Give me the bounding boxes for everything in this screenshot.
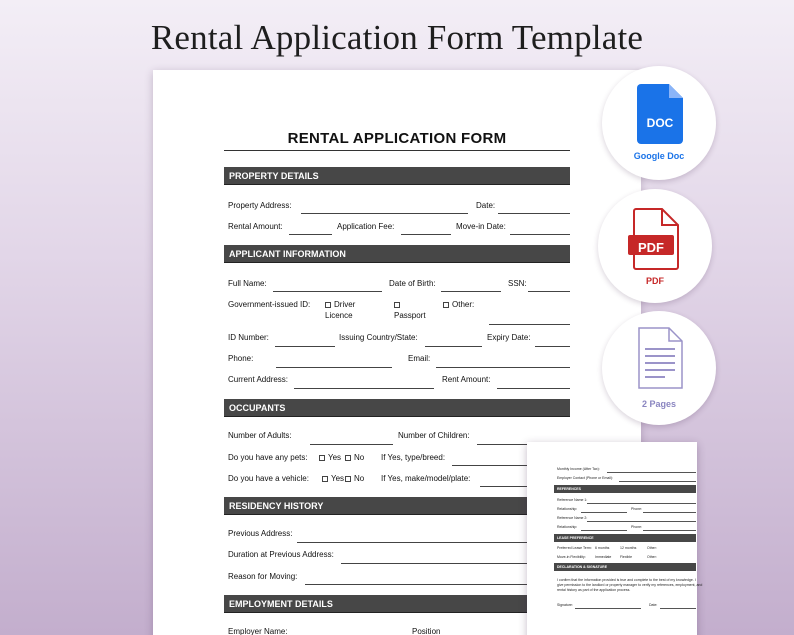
thumb-label-signature: Signature: (557, 603, 573, 607)
thumb-section-declaration: DECLARATION & SIGNATURE (554, 563, 696, 571)
label-expiry-date: Expiry Date: (487, 333, 531, 342)
thumb-line (660, 608, 696, 609)
option-other[interactable]: Other: (443, 300, 474, 309)
thumb-decl-text-2: give permission to the landlord or property manager to verify my references, employment, and (557, 583, 703, 587)
label-previous-address: Previous Address: (228, 529, 293, 538)
checkbox-passport[interactable] (394, 300, 403, 309)
form-title: RENTAL APPLICATION FORM (287, 130, 507, 147)
doc-icon-text: DOC (646, 116, 674, 130)
option-driver-licence[interactable]: Driver (325, 300, 355, 309)
thumb-label-flex: Move-in Flexibility: (557, 555, 586, 559)
checkbox-icon (345, 455, 351, 461)
field-ssn[interactable] (528, 291, 570, 292)
label-pets: Do you have any pets: (228, 453, 308, 462)
thumb-option-immediate: Immediate (595, 555, 612, 559)
google-doc-label: Google Doc (633, 151, 685, 161)
thumb-label-phone: Phone: (631, 507, 643, 511)
label-government-id: Government-issued ID: (228, 300, 311, 309)
pages-icon (637, 327, 683, 389)
field-full-name[interactable] (273, 291, 382, 292)
field-rental-amount[interactable] (289, 234, 332, 235)
label-number-of-children: Number of Children: (398, 431, 470, 440)
thumb-label-relationship: Relationship: (557, 507, 578, 511)
thumb-option-flexible: Flexible (620, 555, 633, 559)
thumb-label-income: Monthly Income (After Tax): (557, 467, 600, 471)
label-issuing-country: Issuing Country/State: (339, 333, 418, 342)
checkbox-icon (345, 476, 351, 482)
thumb-option-12: 12 months (620, 546, 637, 550)
thumb-decl-text-1: I confirm that the information provided is true and complete to the best of my knowledge. I (557, 578, 696, 582)
label-position: Position (412, 627, 441, 635)
checkbox-icon (394, 302, 400, 308)
banner-title: Rental Application Form Template (150, 18, 644, 57)
checkbox-pets-yes[interactable]: Yes (319, 453, 341, 462)
thumb-label-ref2: Reference Name 2: (557, 516, 588, 520)
label-property-address: Property Address: (228, 201, 292, 210)
pdf-label: PDF (646, 276, 664, 286)
label-employer-name: Employer Name: (228, 627, 288, 635)
checkbox-icon (322, 476, 328, 482)
label-duration: Duration at Previous Address: (228, 550, 334, 559)
checkbox-icon (319, 455, 325, 461)
field-current-address[interactable] (294, 388, 434, 389)
thumb-line (607, 472, 696, 473)
thumb-line (643, 530, 696, 531)
thumb-line (643, 512, 696, 513)
label-pet-type: If Yes, type/breed: (381, 453, 446, 462)
field-move-in-date[interactable] (510, 234, 570, 235)
label-number-of-adults: Number of Adults: (228, 431, 292, 440)
thumb-option-6: 6 months (595, 546, 610, 550)
label-email: Email: (408, 354, 431, 363)
checkbox-icon (325, 302, 331, 308)
field-property-address[interactable] (301, 213, 468, 214)
thumb-option-other-2: Other: (647, 555, 657, 559)
label-rental-amount: Rental Amount: (228, 222, 283, 231)
thumb-section-references: REFERENCES (554, 485, 696, 493)
form-page-2-thumbnail (527, 442, 703, 635)
field-id-number[interactable] (275, 346, 335, 347)
label-vehicle: Do you have a vehicle: (228, 474, 309, 483)
section-occupants: OCCUPANTS (224, 399, 570, 417)
label-date: Date: (476, 201, 496, 210)
label-move-in-date: Move-in Date: (456, 222, 506, 231)
option-passport: Passport (394, 311, 426, 320)
field-date[interactable] (498, 213, 570, 214)
checkbox-vehicle-no[interactable]: No (345, 474, 364, 483)
section-property-details: PROPERTY DETAILS (224, 167, 570, 185)
label-reason-for-moving: Reason for Moving: (228, 572, 298, 581)
label-rent-amount: Rent Amount: (442, 375, 491, 384)
field-other-id[interactable] (489, 324, 570, 325)
field-date-of-birth[interactable] (441, 291, 501, 292)
checkbox-pets-no[interactable]: No (345, 453, 364, 462)
checkbox-icon (443, 302, 449, 308)
thumb-decl-text-3: rental history as part of the application process. (557, 588, 631, 592)
label-ssn: SSN: (508, 279, 527, 288)
thumb-label-employer-contact: Employer Contact (Phone or Email): (557, 476, 614, 480)
thumb-line (619, 481, 696, 482)
section-employment-details: EMPLOYMENT DETAILS (224, 595, 570, 613)
google-doc-badge (602, 66, 716, 180)
field-email[interactable] (436, 367, 570, 368)
thumb-line (581, 512, 627, 513)
label-id-number: ID Number: (228, 333, 269, 342)
thumb-option-other: Other: (647, 546, 657, 550)
thumb-label-lease-term: Preferred Lease Term: (557, 546, 592, 550)
pages-badge (602, 311, 716, 425)
thumb-label-phone-2: Phone: (631, 525, 643, 529)
label-date-of-birth: Date of Birth: (389, 279, 436, 288)
title-divider (224, 150, 570, 151)
thumb-line (587, 521, 696, 522)
pdf-icon (628, 208, 680, 270)
label-vehicle-info: If Yes, make/model/plate: (381, 474, 471, 483)
pdf-badge (598, 189, 712, 303)
field-number-of-adults[interactable] (310, 444, 393, 445)
field-rent-amount[interactable] (497, 388, 570, 389)
thumb-label-ref1: Reference Name 1: (557, 498, 588, 502)
pdf-icon-text: PDF (638, 240, 664, 255)
field-expiry-date[interactable] (535, 346, 570, 347)
field-phone[interactable] (276, 367, 392, 368)
label-phone: Phone: (228, 354, 254, 363)
pages-label: 2 Pages (641, 399, 677, 409)
field-application-fee[interactable] (401, 234, 451, 235)
label-full-name: Full Name: (228, 279, 267, 288)
option-driver-licence-line2: Licence (325, 311, 353, 320)
doc-icon (637, 84, 683, 144)
section-residency-history: RESIDENCY HISTORY (224, 497, 570, 515)
thumb-line (575, 608, 641, 609)
checkbox-vehicle-yes[interactable]: Yes (322, 474, 344, 483)
thumb-label-date: Date: (649, 603, 658, 607)
field-issuing-country[interactable] (425, 346, 482, 347)
thumb-line (581, 530, 627, 531)
thumb-line (587, 503, 696, 504)
label-current-address: Current Address: (228, 375, 289, 384)
section-applicant-information: APPLICANT INFORMATION (224, 245, 570, 263)
label-application-fee: Application Fee: (337, 222, 395, 231)
thumb-label-relationship-2: Relationship: (557, 525, 578, 529)
thumb-section-lease: LEASE PREFERENCE (554, 534, 696, 542)
